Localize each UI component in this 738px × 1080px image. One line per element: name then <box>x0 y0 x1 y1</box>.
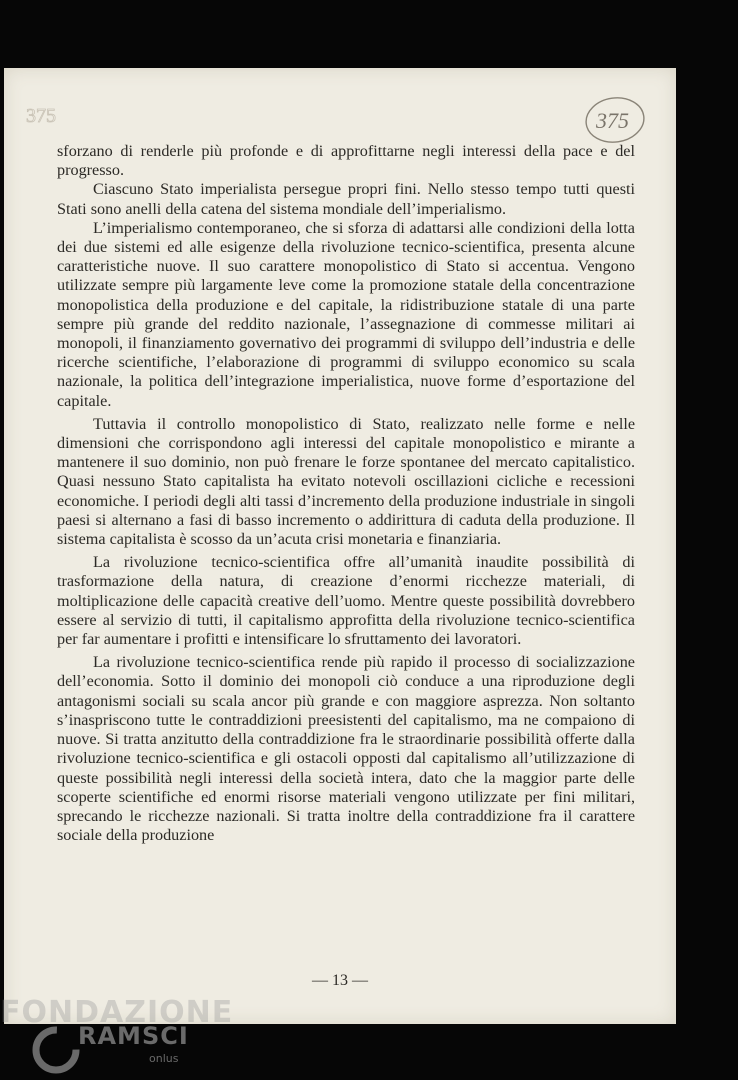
paragraph: Tuttavia il controllo monopolistico di Stato, realizzato nelle forme e nelle dimensioni che corrispondono agli interessi del capitale monopolistico e mirante a mantenere il suo dominio, non può frenare le forze spontanee del mercato capitalistico. Quasi nessuno Stato capitalista ha evitato notevoli oscillazioni cicliche e recessioni economiche. I periodi degli alti tassi d’incremento della produzione industriale in singoli paesi si alternano a fasi di basso incremento o addirittura di caduta della produzione. Il sistema capitalista è scosso da un’acuta crisi monetaria e finanziaria. <box>57 414 635 549</box>
page-number: — 13 — <box>312 972 368 989</box>
archive-stamp-left <box>22 100 68 128</box>
archive-stamp-right <box>582 94 646 144</box>
paragraph: La rivoluzione tecnico-scientifica rende più rapido il processo di socializzazione dell’economia. Sotto il dominio dei monopoli ciò conduce a una riproduzione degli antagonismi sociali su scala ancor più grande e con maggiore asprezza. Non soltanto s’inaspriscono tutte le contraddizioni preesistenti del capitalismo, ma ne compaiono di nuove. Si tratta anzitutto della contraddizione fra le straordinarie possibilità offerte dalla rivoluzione tecnico-scientifica e gli ostacoli opposti dal capitalismo all’utilizzazione di queste possibilità negli interessi della società intera, dato che la maggior parte delle scoperte scientifiche ed enormi risorse materiali vengono utilizzate per fini militari, sprecando le ricchezze nazionali. Si tratta inoltre della contraddizione fra il carattere sociale della produzione <box>57 653 635 845</box>
body-text <box>57 142 635 845</box>
watermark-onlus: onlus <box>149 1052 179 1065</box>
watermark-foundation: FONDAZIONE <box>0 995 234 1030</box>
svg-text:375: 375 <box>596 108 629 133</box>
document-page <box>4 68 676 1024</box>
paragraph: La rivoluzione tecnico-scientifica offre all’umanità inaudite possibilità di trasformazione della natura, di creazione d’enormi ricchezze materiali, di moltiplicazione delle capacità creative dell’uomo. Mentre queste possibilità dovrebbero essere al servizio di tutti, il capitalismo approfitta della rivoluzione tecnico-scientifica per far aumentare i profitti e intensificare lo sfruttamento dei lavoratori. <box>57 553 635 649</box>
watermark-gramsci: RAMSCI <box>78 1022 189 1050</box>
paragraph: Ciascuno Stato imperialista persegue propri fini. Nello stesso tempo tutti questi Stati sono anelli della catena del sistema mondiale dell’imperialismo. <box>57 180 635 218</box>
svg-text:375: 375 <box>26 105 56 127</box>
paragraph: sforzano di renderle più profonde e di approfittarne negli interessi della pace e del progresso. <box>57 142 635 180</box>
paragraph: L’imperialismo contemporaneo, che si sforza di adattarsi alle condizioni della lotta dei due sistemi ed alle esigenze della rivoluzione tecnico-scientifica, presenta alcune caratteristiche nuove. Il suo carattere monopolistico di Stato si accentua. Vengono utilizzate sempre più largamente leve come la promozione statale della concentrazione monopolistica della produzione e del capitale, la ridistribuzione statale di una parte sempre più grande del reddito nazionale, l’assegnazione di commesse militari ai monopoli, il finanziamento governativo dei programmi di sviluppo dell’industria e delle ricerche scientifiche, l’elaborazione di programmi di sviluppo economico su scala nazionale, la politica dell’integrazione imperialistica, nuove forme d’esportazione del capitale. <box>57 218 635 410</box>
